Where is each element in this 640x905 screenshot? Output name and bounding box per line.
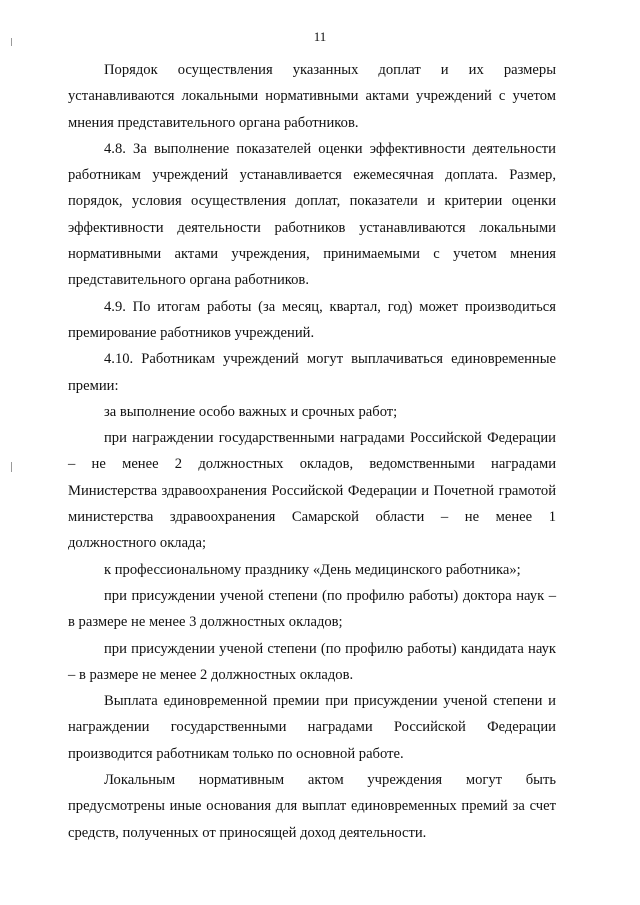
scan-margin-mark: [11, 462, 12, 472]
list-item-candidate-degree: при присуждении ученой степени (по профилю работы) кандидата наук – в размере не менее 2 должностных окладов.: [68, 640, 556, 683]
list-item-urgent-work: за выполнение особо важных и срочных работ;: [104, 403, 398, 420]
paragraph-4-9: 4.9. По итогам работы (за месяц, квартал, год) может производиться премирование работников учреждений.: [68, 298, 556, 341]
page-number: 11: [313, 29, 327, 44]
paragraph-allowance-procedure: Порядок осуществления указанных доплат и их размеры устанавливаются локальными нормативными актами учреждений с учетом мнения представительного органа работников.: [68, 62, 556, 131]
paragraph-main-job-only: Выплата единовременной премии при присуждении ученой степени и награждении государственными наградами Российской Федерации производится работникам только по основной работе.: [68, 693, 556, 762]
paragraph-other-grounds: Локальным нормативным актом учреждения могут быть предусмотрены иные основания для выплат единовременных премий за счет средств, полученных от приносящей доход деятельности.: [68, 772, 556, 841]
paragraph-4-8: 4.8. За выполнение показателей оценки эффективности деятельности работникам учреждений устанавливается ежемесячная доплата. Размер, порядок, условия осуществления доплат, показатели и критерии оценки эффективности деятельности работников устанавливаются локальными нормативными актами учреждения, принимаемыми с учетом мнения представительного органа работников.: [68, 140, 556, 289]
list-item-state-awards: при награждении государственными наградами Российской Федерации – не менее 2 должностных окладов, ведомственными наградами Министерства здравоохранения Российской Федерации и Почетной грамотой министерства здравоохранения Самарской области – не менее 1 должностного оклада;: [68, 430, 556, 552]
paragraph-4-10: 4.10. Работникам учреждений могут выплачиваться единовременные премии:: [68, 351, 556, 394]
list-item-medical-worker-day: к профессиональному празднику «День медицинского работника»;: [104, 561, 521, 578]
document-body: [68, 57, 556, 846]
list-item-doctor-degree: при присуждении ученой степени (по профилю работы) доктора наук – в размере не менее 3 должностных окладов;: [68, 587, 556, 631]
